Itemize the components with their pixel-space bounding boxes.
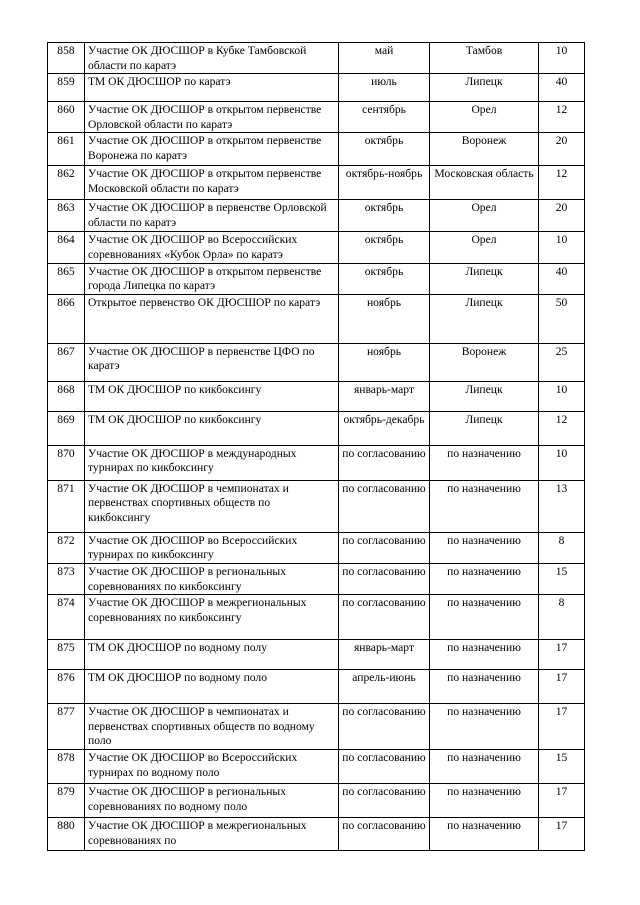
event-timing: по согласованию <box>339 480 430 532</box>
table-row <box>48 343 585 381</box>
event-timing: по согласованию <box>339 595 430 640</box>
event-description: ТМ ОК ДЮСШОР по водному полу <box>85 640 339 670</box>
event-location: Московская область <box>430 166 539 200</box>
table-row <box>48 166 585 200</box>
event-description: Участие ОК ДЮСШОР в открытом первенстве города Липецка по каратэ <box>85 263 339 294</box>
participant-count: 8 <box>539 532 585 563</box>
event-location: Липецк <box>430 294 539 343</box>
participant-count: 15 <box>539 563 585 594</box>
event-location: по назначению <box>430 563 539 594</box>
event-location: по назначению <box>430 817 539 850</box>
event-description: Участие ОК ДЮСШОР в межрегиональных соревнованиях по кикбоксингу <box>85 595 339 640</box>
row-number: 861 <box>48 133 85 166</box>
event-timing: июль <box>339 74 430 102</box>
event-location: по назначению <box>430 532 539 563</box>
event-timing: октябрь <box>339 133 430 166</box>
table-row <box>48 74 585 102</box>
participant-count: 17 <box>539 817 585 850</box>
participant-count: 20 <box>539 200 585 232</box>
row-number: 871 <box>48 480 85 532</box>
event-description: Участие ОК ДЮСШОР в чемпионатах и первенствах спортивных обществ по кикбоксингу <box>85 480 339 532</box>
event-description: Участие ОК ДЮСШОР во Всероссийских турнирах по водному поло <box>85 749 339 783</box>
event-timing: по согласованию <box>339 783 430 817</box>
event-timing: апрель-июнь <box>339 670 430 704</box>
event-location: Орел <box>430 232 539 263</box>
table-row <box>48 200 585 232</box>
event-location: по назначению <box>430 480 539 532</box>
event-description: Участие ОК ДЮСШОР во Всероссийских турнирах по кикбоксингу <box>85 532 339 563</box>
event-location: по назначению <box>430 445 539 480</box>
row-number: 866 <box>48 294 85 343</box>
event-timing: ноябрь <box>339 294 430 343</box>
row-number: 869 <box>48 411 85 445</box>
event-description: Участие ОК ДЮСШОР в чемпионатах и первенствах спортивных обществ по водному поло <box>85 704 339 750</box>
table-row <box>48 783 585 817</box>
event-timing: по согласованию <box>339 704 430 750</box>
table-row <box>48 43 585 74</box>
event-timing: по согласованию <box>339 563 430 594</box>
table-row <box>48 749 585 783</box>
row-number: 877 <box>48 704 85 750</box>
event-location: по назначению <box>430 783 539 817</box>
row-number: 875 <box>48 640 85 670</box>
participant-count: 10 <box>539 232 585 263</box>
event-location: по назначению <box>430 595 539 640</box>
participant-count: 13 <box>539 480 585 532</box>
table-row <box>48 381 585 411</box>
event-location: Липецк <box>430 411 539 445</box>
event-description: Участие ОК ДЮСШОР в региональных соревнованиях по водному поло <box>85 783 339 817</box>
row-number: 865 <box>48 263 85 294</box>
participant-count: 17 <box>539 783 585 817</box>
row-number: 874 <box>48 595 85 640</box>
participant-count: 17 <box>539 670 585 704</box>
event-description: ТМ ОК ДЮСШОР по кикбоксингу <box>85 411 339 445</box>
participant-count: 12 <box>539 166 585 200</box>
event-timing: октябрь <box>339 263 430 294</box>
event-description: ТМ ОК ДЮСШОР по каратэ <box>85 74 339 102</box>
event-location: Орел <box>430 102 539 133</box>
table-row <box>48 817 585 850</box>
event-description: Открытое первенство ОК ДЮСШОР по каратэ <box>85 294 339 343</box>
row-number: 858 <box>48 43 85 74</box>
event-timing: октябрь-декабрь <box>339 411 430 445</box>
table-row <box>48 263 585 294</box>
event-timing: май <box>339 43 430 74</box>
event-description: Участие ОК ДЮСШОР в Кубке Тамбовской области по каратэ <box>85 43 339 74</box>
event-description: ТМ ОК ДЮСШОР по кикбоксингу <box>85 381 339 411</box>
event-location: по назначению <box>430 640 539 670</box>
event-description: Участие ОК ДЮСШОР в первенстве Орловской области по каратэ <box>85 200 339 232</box>
table-row <box>48 640 585 670</box>
table-row <box>48 595 585 640</box>
event-location: Тамбов <box>430 43 539 74</box>
row-number: 878 <box>48 749 85 783</box>
row-number: 876 <box>48 670 85 704</box>
participant-count: 15 <box>539 749 585 783</box>
participant-count: 40 <box>539 74 585 102</box>
event-timing: январь-март <box>339 381 430 411</box>
event-location: Липецк <box>430 263 539 294</box>
event-location: Орел <box>430 200 539 232</box>
participant-count: 10 <box>539 445 585 480</box>
table-row <box>48 480 585 532</box>
row-number: 860 <box>48 102 85 133</box>
participant-count: 40 <box>539 263 585 294</box>
participant-count: 50 <box>539 294 585 343</box>
row-number: 873 <box>48 563 85 594</box>
table-row <box>48 563 585 594</box>
row-number: 862 <box>48 166 85 200</box>
table-row <box>48 411 585 445</box>
event-description: Участие ОК ДЮСШОР в региональных соревнованиях по кикбоксингу <box>85 563 339 594</box>
participant-count: 10 <box>539 381 585 411</box>
row-number: 863 <box>48 200 85 232</box>
table-row <box>48 445 585 480</box>
event-timing: октябрь <box>339 200 430 232</box>
row-number: 870 <box>48 445 85 480</box>
participant-count: 20 <box>539 133 585 166</box>
event-timing: октябрь <box>339 232 430 263</box>
event-description: Участие ОК ДЮСШОР в межрегиональных соревнованиях по <box>85 817 339 850</box>
event-timing: по согласованию <box>339 532 430 563</box>
event-description: Участие ОК ДЮСШОР в открытом первенстве Воронежа по каратэ <box>85 133 339 166</box>
event-location: Липецк <box>430 381 539 411</box>
event-description: Участие ОК ДЮСШОР в открытом первенстве Орловской области по каратэ <box>85 102 339 133</box>
table-row <box>48 704 585 750</box>
event-timing: ноябрь <box>339 343 430 381</box>
event-location: Липецк <box>430 74 539 102</box>
table-row <box>48 133 585 166</box>
row-number: 859 <box>48 74 85 102</box>
participant-count: 12 <box>539 411 585 445</box>
participant-count: 12 <box>539 102 585 133</box>
event-description: Участие ОК ДЮСШОР в международных турнирах по кикбоксингу <box>85 445 339 480</box>
table-row <box>48 532 585 563</box>
event-description: Участие ОК ДЮСШОР в открытом первенстве Московской области по каратэ <box>85 166 339 200</box>
event-location: Воронеж <box>430 343 539 381</box>
row-number: 879 <box>48 783 85 817</box>
event-timing: по согласованию <box>339 817 430 850</box>
row-number: 868 <box>48 381 85 411</box>
table-row <box>48 670 585 704</box>
event-location: по назначению <box>430 670 539 704</box>
row-number: 867 <box>48 343 85 381</box>
event-timing: октябрь-ноябрь <box>339 166 430 200</box>
participant-count: 17 <box>539 640 585 670</box>
event-description: Участие ОК ДЮСШОР во Всероссийских соревнованиях «Кубок Орла» по каратэ <box>85 232 339 263</box>
table-row <box>48 102 585 133</box>
event-timing: по согласованию <box>339 445 430 480</box>
row-number: 864 <box>48 232 85 263</box>
event-schedule-table <box>47 42 585 851</box>
event-description: Участие ОК ДЮСШОР в первенстве ЦФО по каратэ <box>85 343 339 381</box>
participant-count: 25 <box>539 343 585 381</box>
event-location: по назначению <box>430 704 539 750</box>
event-timing: сентябрь <box>339 102 430 133</box>
row-number: 880 <box>48 817 85 850</box>
row-number: 872 <box>48 532 85 563</box>
event-timing: по согласованию <box>339 749 430 783</box>
table-row <box>48 294 585 343</box>
event-description: ТМ ОК ДЮСШОР по водному поло <box>85 670 339 704</box>
participant-count: 8 <box>539 595 585 640</box>
table-body <box>48 43 585 851</box>
table-row <box>48 232 585 263</box>
event-timing: январь-март <box>339 640 430 670</box>
participant-count: 10 <box>539 43 585 74</box>
participant-count: 17 <box>539 704 585 750</box>
event-location: по назначению <box>430 749 539 783</box>
event-location: Воронеж <box>430 133 539 166</box>
